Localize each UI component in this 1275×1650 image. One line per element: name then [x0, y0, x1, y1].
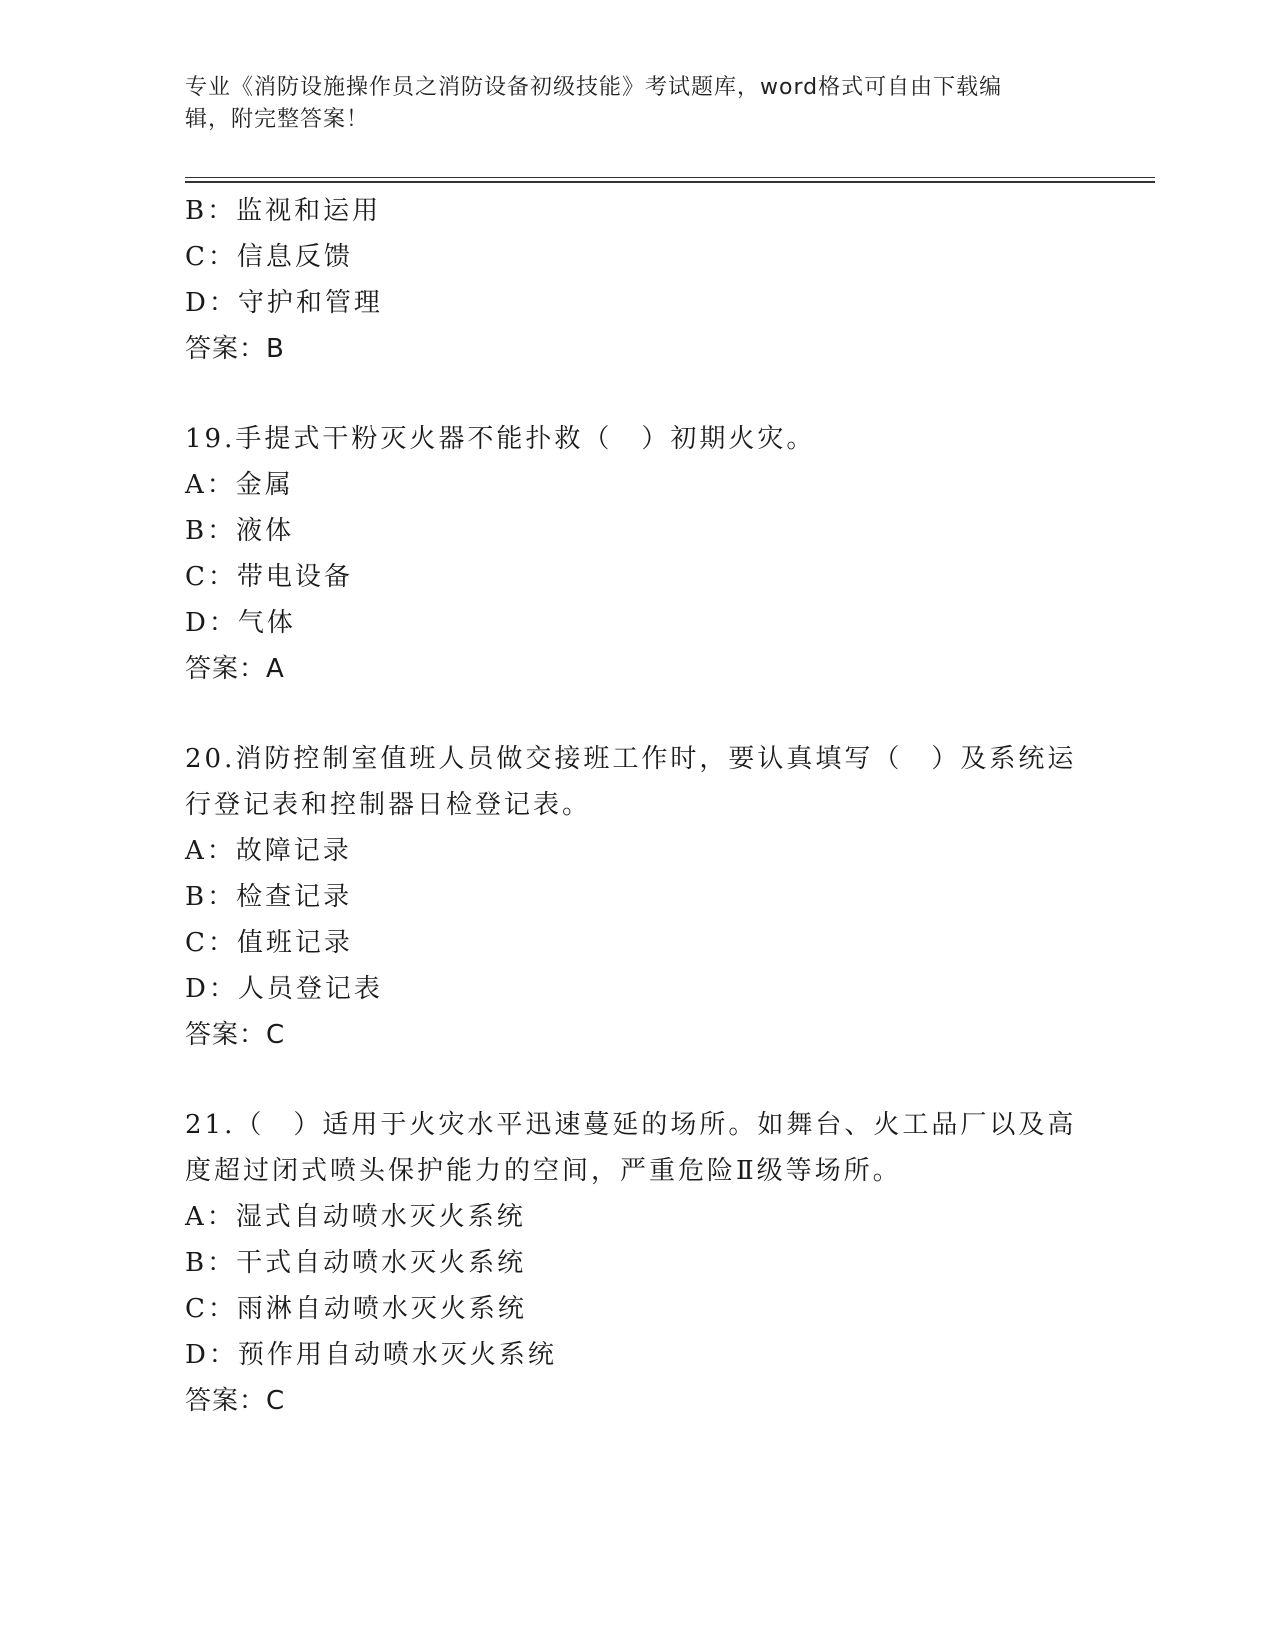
option-b: B：干式自动喷水灭火系统 — [185, 1248, 527, 1278]
option-a: A：湿式自动喷水灭火系统 — [185, 1202, 526, 1232]
option-d: D：人员登记表 — [185, 974, 383, 1004]
question-text-line-1: 21.（ ）适用于火灾水平迅速蔓延的场所。如舞台、火工品厂以及高 — [185, 1110, 1077, 1140]
question-text-line-2: 行登记表和控制器日检登记表。 — [185, 790, 592, 820]
page-header — [185, 72, 1065, 136]
option-d: D：预作用自动喷水灭火系统 — [185, 1340, 557, 1370]
spacer — [185, 372, 1085, 416]
question-text-line-2: 度超过闭式喷头保护能力的空间，严重危险Ⅱ级等场所。 — [185, 1156, 902, 1186]
option-d: D：守护和管理 — [185, 288, 383, 318]
answer-text: 答案：A — [185, 654, 285, 684]
option-c: C：值班记录 — [185, 928, 353, 958]
option-c: C：雨淋自动喷水灭火系统 — [185, 1294, 527, 1324]
answer-text: 答案：C — [185, 1020, 286, 1050]
header-title-line-1: 专业《消防设施操作员之消防设备初级技能》考试题库，word格式可自由下载编 — [185, 75, 1003, 100]
option-c: C：带电设备 — [185, 562, 353, 592]
option-b: B：检查记录 — [185, 882, 353, 912]
option-b: B：液体 — [185, 516, 295, 546]
answer-text: 答案：C — [185, 1386, 286, 1416]
question-20 — [185, 736, 1085, 1058]
option-a: A：金属 — [185, 470, 294, 500]
header-divider-thick — [185, 181, 1155, 183]
question-21 — [185, 1102, 1085, 1424]
option-a: A：故障记录 — [185, 836, 352, 866]
prev-question-block — [185, 188, 1085, 372]
header-title-line-2: 辑，附完整答案！ — [185, 107, 370, 132]
option-d: D：气体 — [185, 608, 296, 638]
option-c: C：信息反馈 — [185, 242, 353, 272]
question-content — [185, 188, 1085, 1424]
header-divider-thin — [185, 177, 1155, 178]
question-text-line-1: 20.消防控制室值班人员做交接班工作时，要认真填写（ ）及系统运 — [185, 744, 1077, 774]
option-b: B：监视和运用 — [185, 196, 382, 226]
answer-text: 答案：B — [185, 334, 285, 364]
question-text: 19.手提式干粉灭火器不能扑救（ ）初期火灾。 — [185, 424, 816, 454]
spacer — [185, 692, 1085, 736]
spacer — [185, 1058, 1085, 1102]
question-19 — [185, 416, 1085, 692]
